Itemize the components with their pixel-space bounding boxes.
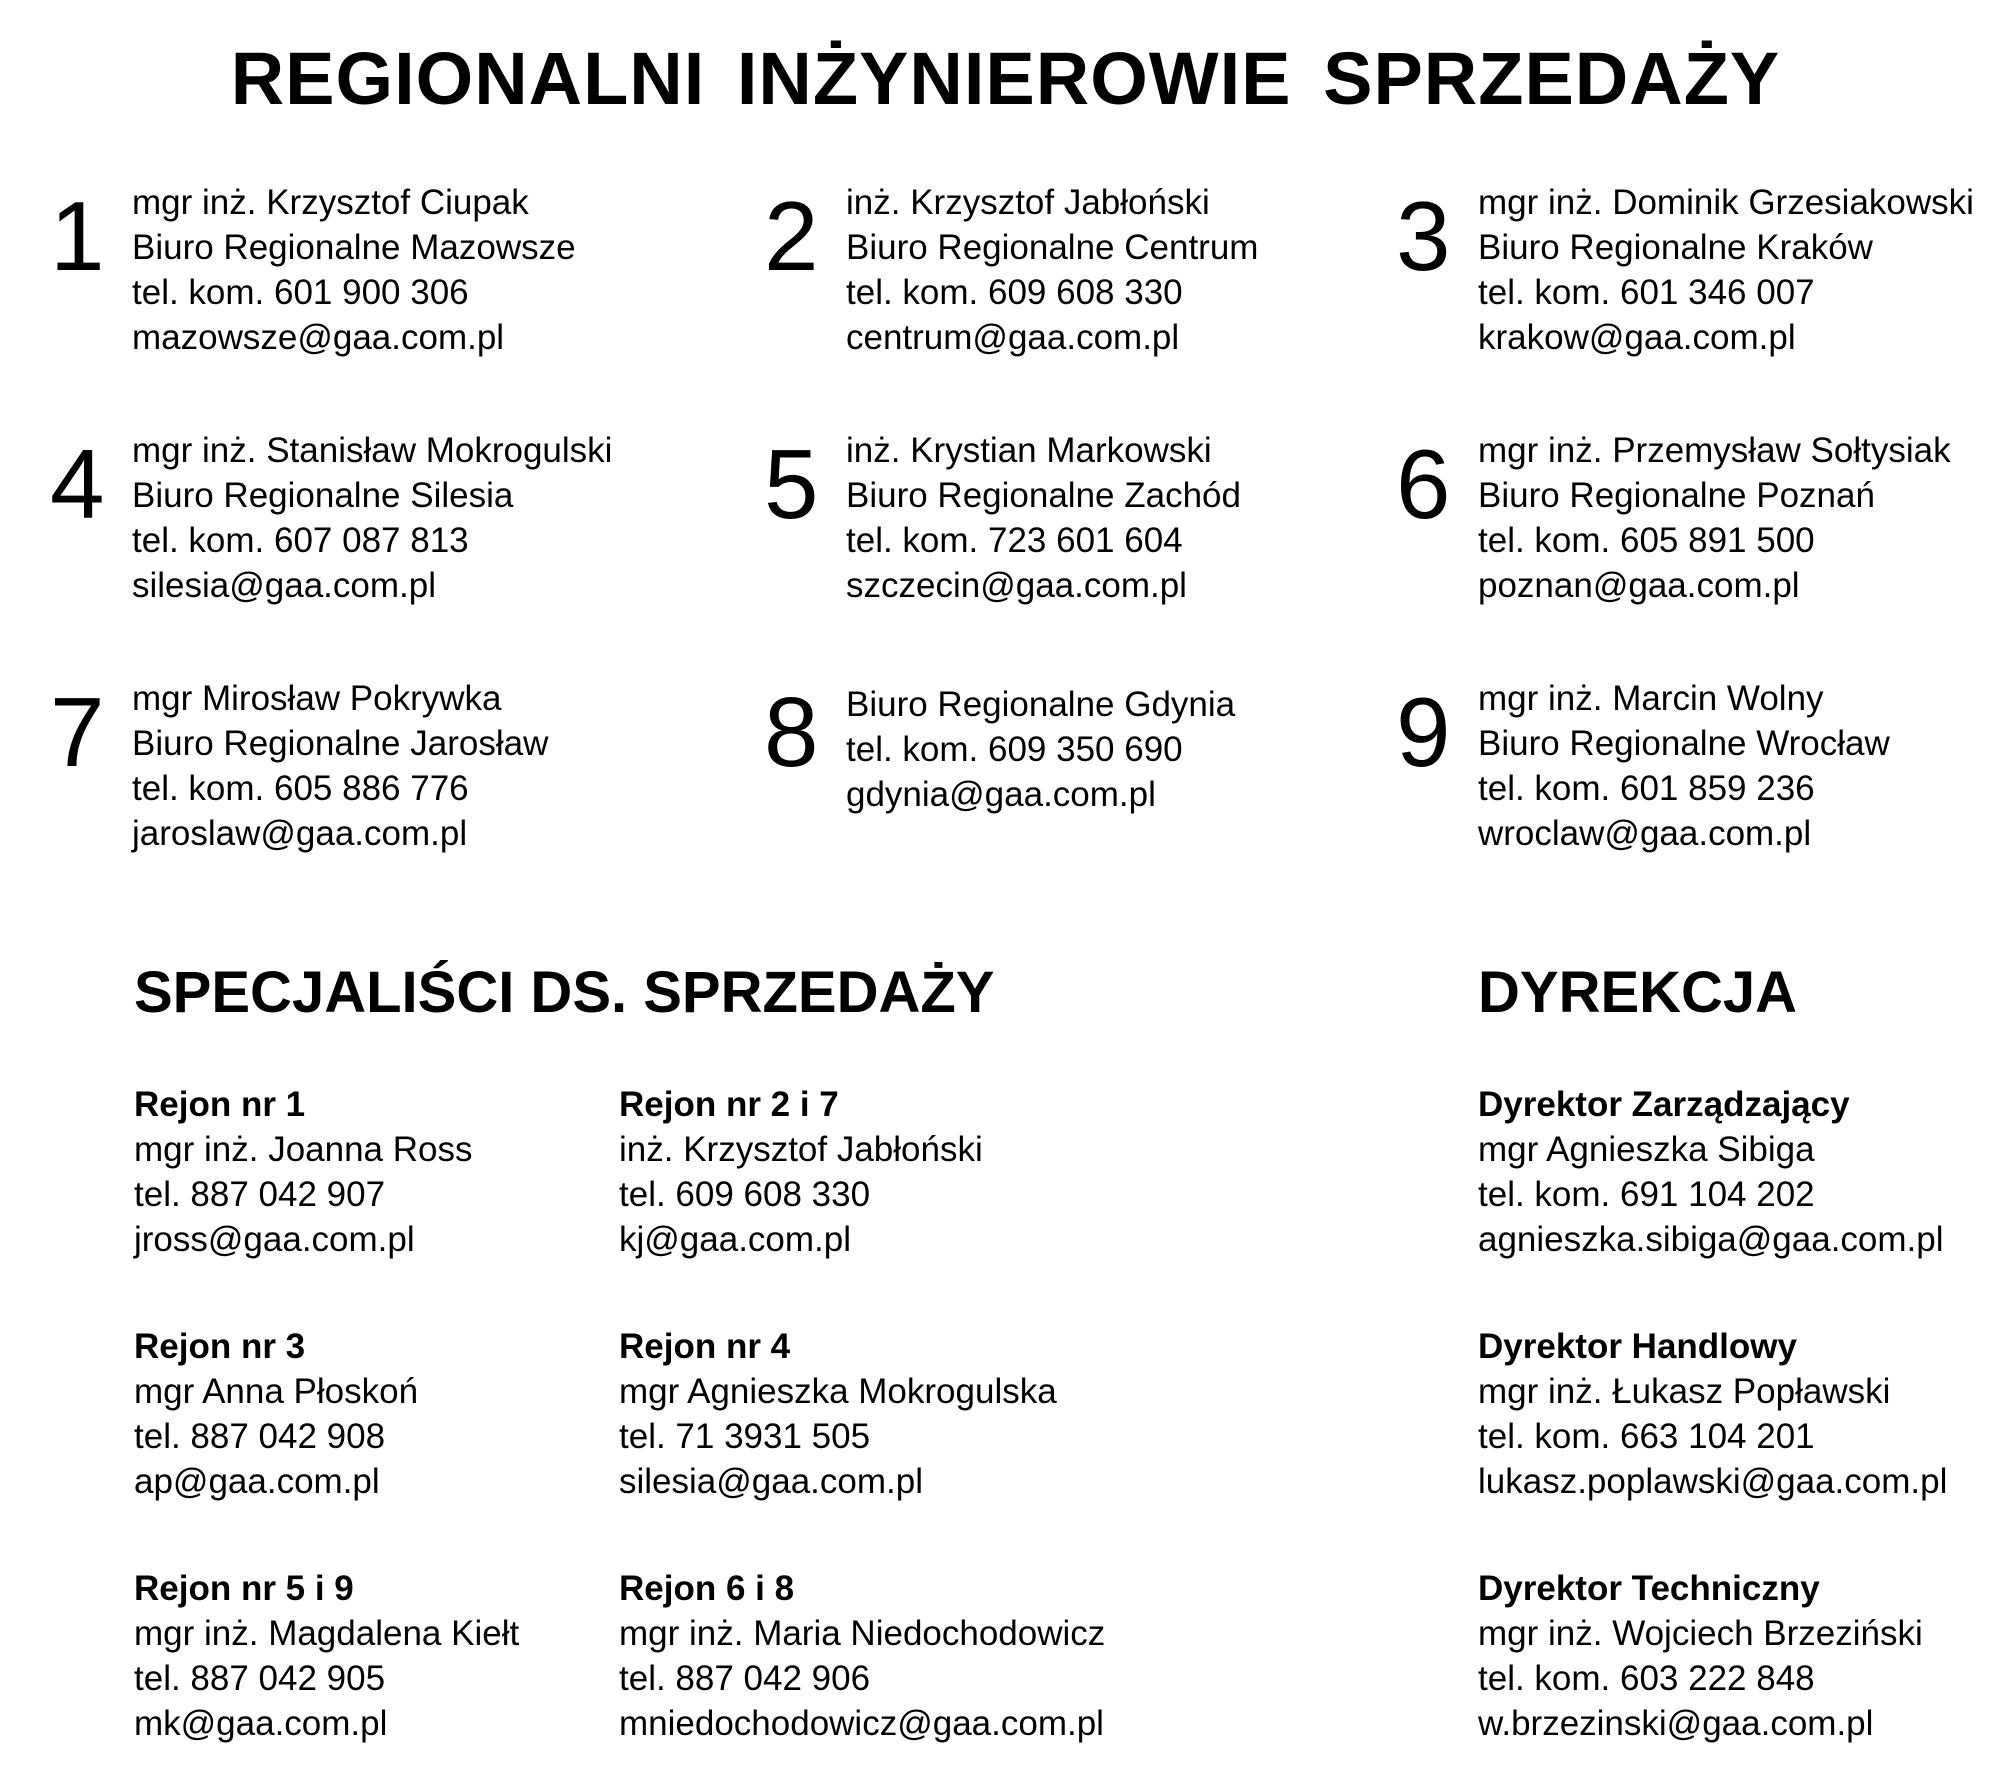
director-email[interactable]: agnieszka.sibiga@gaa.com.pl [1478, 1220, 1944, 1259]
region-name: mgr inż. Marcin Wolny [1478, 679, 1824, 718]
region-number: 3 [1396, 181, 1451, 291]
specialist-email[interactable]: mk@gaa.com.pl [134, 1704, 388, 1743]
director-role: Dyrektor Handlowy [1478, 1327, 1797, 1366]
region-name: inż. Krzysztof Jabłoński [846, 183, 1210, 222]
specialist-region: Rejon nr 4 [619, 1327, 791, 1366]
region-email[interactable]: poznan@gaa.com.pl [1478, 566, 1800, 605]
specialist-card-3 [134, 1324, 418, 1504]
region-card-3 [1396, 180, 2011, 380]
specialist-phone: tel. 887 042 905 [134, 1659, 386, 1698]
specialist-region: Rejon nr 1 [134, 1085, 306, 1124]
specialist-phone: tel. 71 3931 505 [619, 1417, 871, 1456]
region-number: 8 [764, 677, 819, 787]
region-phone: tel. kom. 609 608 330 [846, 273, 1183, 312]
region-name: mgr inż. Przemysław Sołtysiak [1478, 431, 1951, 470]
region-office: Biuro Regionalne Zachód [846, 476, 1241, 515]
region-email[interactable]: silesia@gaa.com.pl [132, 566, 436, 605]
specialist-phone: tel. 887 042 906 [619, 1659, 871, 1698]
specialist-region: Rejon 6 i 8 [619, 1569, 795, 1608]
specialist-name: mgr Agnieszka Mokrogulska [619, 1372, 1057, 1411]
specialist-region: Rejon nr 2 i 7 [619, 1085, 839, 1124]
region-name: inż. Krystian Markowski [846, 431, 1212, 470]
region-name: mgr Mirosław Pokrywka [132, 679, 502, 718]
specialist-card-6 [619, 1566, 1105, 1746]
region-number: 5 [764, 429, 819, 539]
region-office: Biuro Regionalne Poznań [1478, 476, 1875, 515]
specialist-email[interactable]: jross@gaa.com.pl [134, 1220, 415, 1259]
region-phone: tel. kom. 607 087 813 [132, 521, 469, 560]
region-card-1 [50, 180, 690, 380]
region-number: 7 [50, 677, 105, 787]
director-role: Dyrektor Zarządzający [1478, 1085, 1850, 1124]
region-number: 4 [50, 429, 105, 539]
director-card-2 [1478, 1324, 1947, 1504]
region-details [846, 180, 1258, 360]
director-card-1 [1478, 1082, 1944, 1262]
region-number: 9 [1396, 677, 1451, 787]
specialist-name: inż. Krzysztof Jabłoński [619, 1130, 983, 1169]
specialist-phone: tel. 887 042 908 [134, 1417, 386, 1456]
region-email[interactable]: szczecin@gaa.com.pl [846, 566, 1187, 605]
region-card-5 [764, 428, 1404, 628]
specialist-name: mgr inż. Joanna Ross [134, 1130, 473, 1169]
specialist-card-4 [619, 1324, 1057, 1504]
director-email[interactable]: w.brzezinski@gaa.com.pl [1478, 1704, 1874, 1743]
region-email[interactable]: centrum@gaa.com.pl [846, 318, 1180, 357]
director-card-3 [1478, 1566, 1923, 1746]
specialist-email[interactable]: ap@gaa.com.pl [134, 1462, 380, 1501]
region-office: Biuro Regionalne Wrocław [1478, 724, 1890, 763]
region-email[interactable]: mazowsze@gaa.com.pl [132, 318, 505, 357]
region-office: Biuro Regionalne Mazowsze [132, 228, 576, 267]
region-details [132, 180, 576, 360]
region-details [846, 682, 1235, 817]
specialist-card-5 [134, 1566, 519, 1746]
specialist-card-1 [134, 1082, 472, 1262]
specialist-name: mgr Anna Płoskoń [134, 1372, 419, 1411]
director-name: mgr Agnieszka Sibiga [1478, 1130, 1815, 1169]
region-name: mgr inż. Krzysztof Ciupak [132, 183, 529, 222]
region-phone: tel. kom. 609 350 690 [846, 730, 1183, 769]
specialist-email[interactable]: kj@gaa.com.pl [619, 1220, 852, 1259]
region-details [1478, 428, 1951, 608]
director-phone: tel. kom. 691 104 202 [1478, 1175, 1815, 1214]
region-email[interactable]: gdynia@gaa.com.pl [846, 775, 1156, 814]
specialist-card-2 [619, 1082, 983, 1262]
specialist-name: mgr inż. Magdalena Kiełt [134, 1614, 520, 1653]
specialists-title: SPECJALIŚCI DS. SPRZEDAŻY [134, 960, 995, 1025]
region-card-2 [764, 180, 1404, 380]
region-number: 1 [50, 181, 105, 291]
region-email[interactable]: krakow@gaa.com.pl [1478, 318, 1796, 357]
region-email[interactable]: wroclaw@gaa.com.pl [1478, 814, 1812, 853]
director-phone: tel. kom. 663 104 201 [1478, 1417, 1815, 1456]
specialist-region: Rejon nr 5 i 9 [134, 1569, 354, 1608]
director-name: mgr inż. Wojciech Brzeziński [1478, 1614, 1923, 1653]
director-role: Dyrektor Techniczny [1478, 1569, 1820, 1608]
region-name: mgr inż. Dominik Grzesiakowski [1478, 183, 1974, 222]
directors-title: DYREKCJA [1478, 960, 1798, 1025]
specialist-phone: tel. 609 608 330 [619, 1175, 871, 1214]
director-name: mgr inż. Łukasz Popławski [1478, 1372, 1891, 1411]
specialist-name: mgr inż. Maria Niedochodowicz [619, 1614, 1106, 1653]
region-card-7 [50, 676, 690, 876]
region-name: mgr inż. Stanisław Mokrogulski [132, 431, 613, 470]
region-office: Biuro Regionalne Jarosław [132, 724, 549, 763]
region-phone: tel. kom. 601 859 236 [1478, 769, 1815, 808]
region-office: Biuro Regionalne Gdynia [846, 685, 1236, 724]
region-card-4 [50, 428, 690, 628]
region-phone: tel. kom. 601 346 007 [1478, 273, 1815, 312]
region-details [1478, 676, 1890, 856]
director-phone: tel. kom. 603 222 848 [1478, 1659, 1815, 1698]
specialist-phone: tel. 887 042 907 [134, 1175, 386, 1214]
region-number: 2 [764, 181, 819, 291]
region-details [132, 676, 548, 856]
region-card-6 [1396, 428, 2011, 628]
region-phone: tel. kom. 605 891 500 [1478, 521, 1815, 560]
specialist-email[interactable]: silesia@gaa.com.pl [619, 1462, 923, 1501]
region-card-9 [1396, 676, 2011, 876]
specialist-email[interactable]: mniedochodowicz@gaa.com.pl [619, 1704, 1104, 1743]
region-number: 6 [1396, 429, 1451, 539]
region-office: Biuro Regionalne Silesia [132, 476, 514, 515]
director-email[interactable]: lukasz.poplawski@gaa.com.pl [1478, 1462, 1948, 1501]
region-details [1478, 180, 1974, 360]
region-office: Biuro Regionalne Kraków [1478, 228, 1873, 267]
region-phone: tel. kom. 601 900 306 [132, 273, 469, 312]
region-email[interactable]: jaroslaw@gaa.com.pl [132, 814, 468, 853]
page-title: REGIONALNI INŻYNIEROWIE SPRZEDAŻY [230, 37, 1781, 120]
region-details [846, 428, 1241, 608]
region-details [132, 428, 612, 608]
specialist-region: Rejon nr 3 [134, 1327, 306, 1366]
region-phone: tel. kom. 723 601 604 [846, 521, 1183, 560]
region-office: Biuro Regionalne Centrum [846, 228, 1259, 267]
region-phone: tel. kom. 605 886 776 [132, 769, 469, 808]
region-card-8 [764, 676, 1404, 876]
